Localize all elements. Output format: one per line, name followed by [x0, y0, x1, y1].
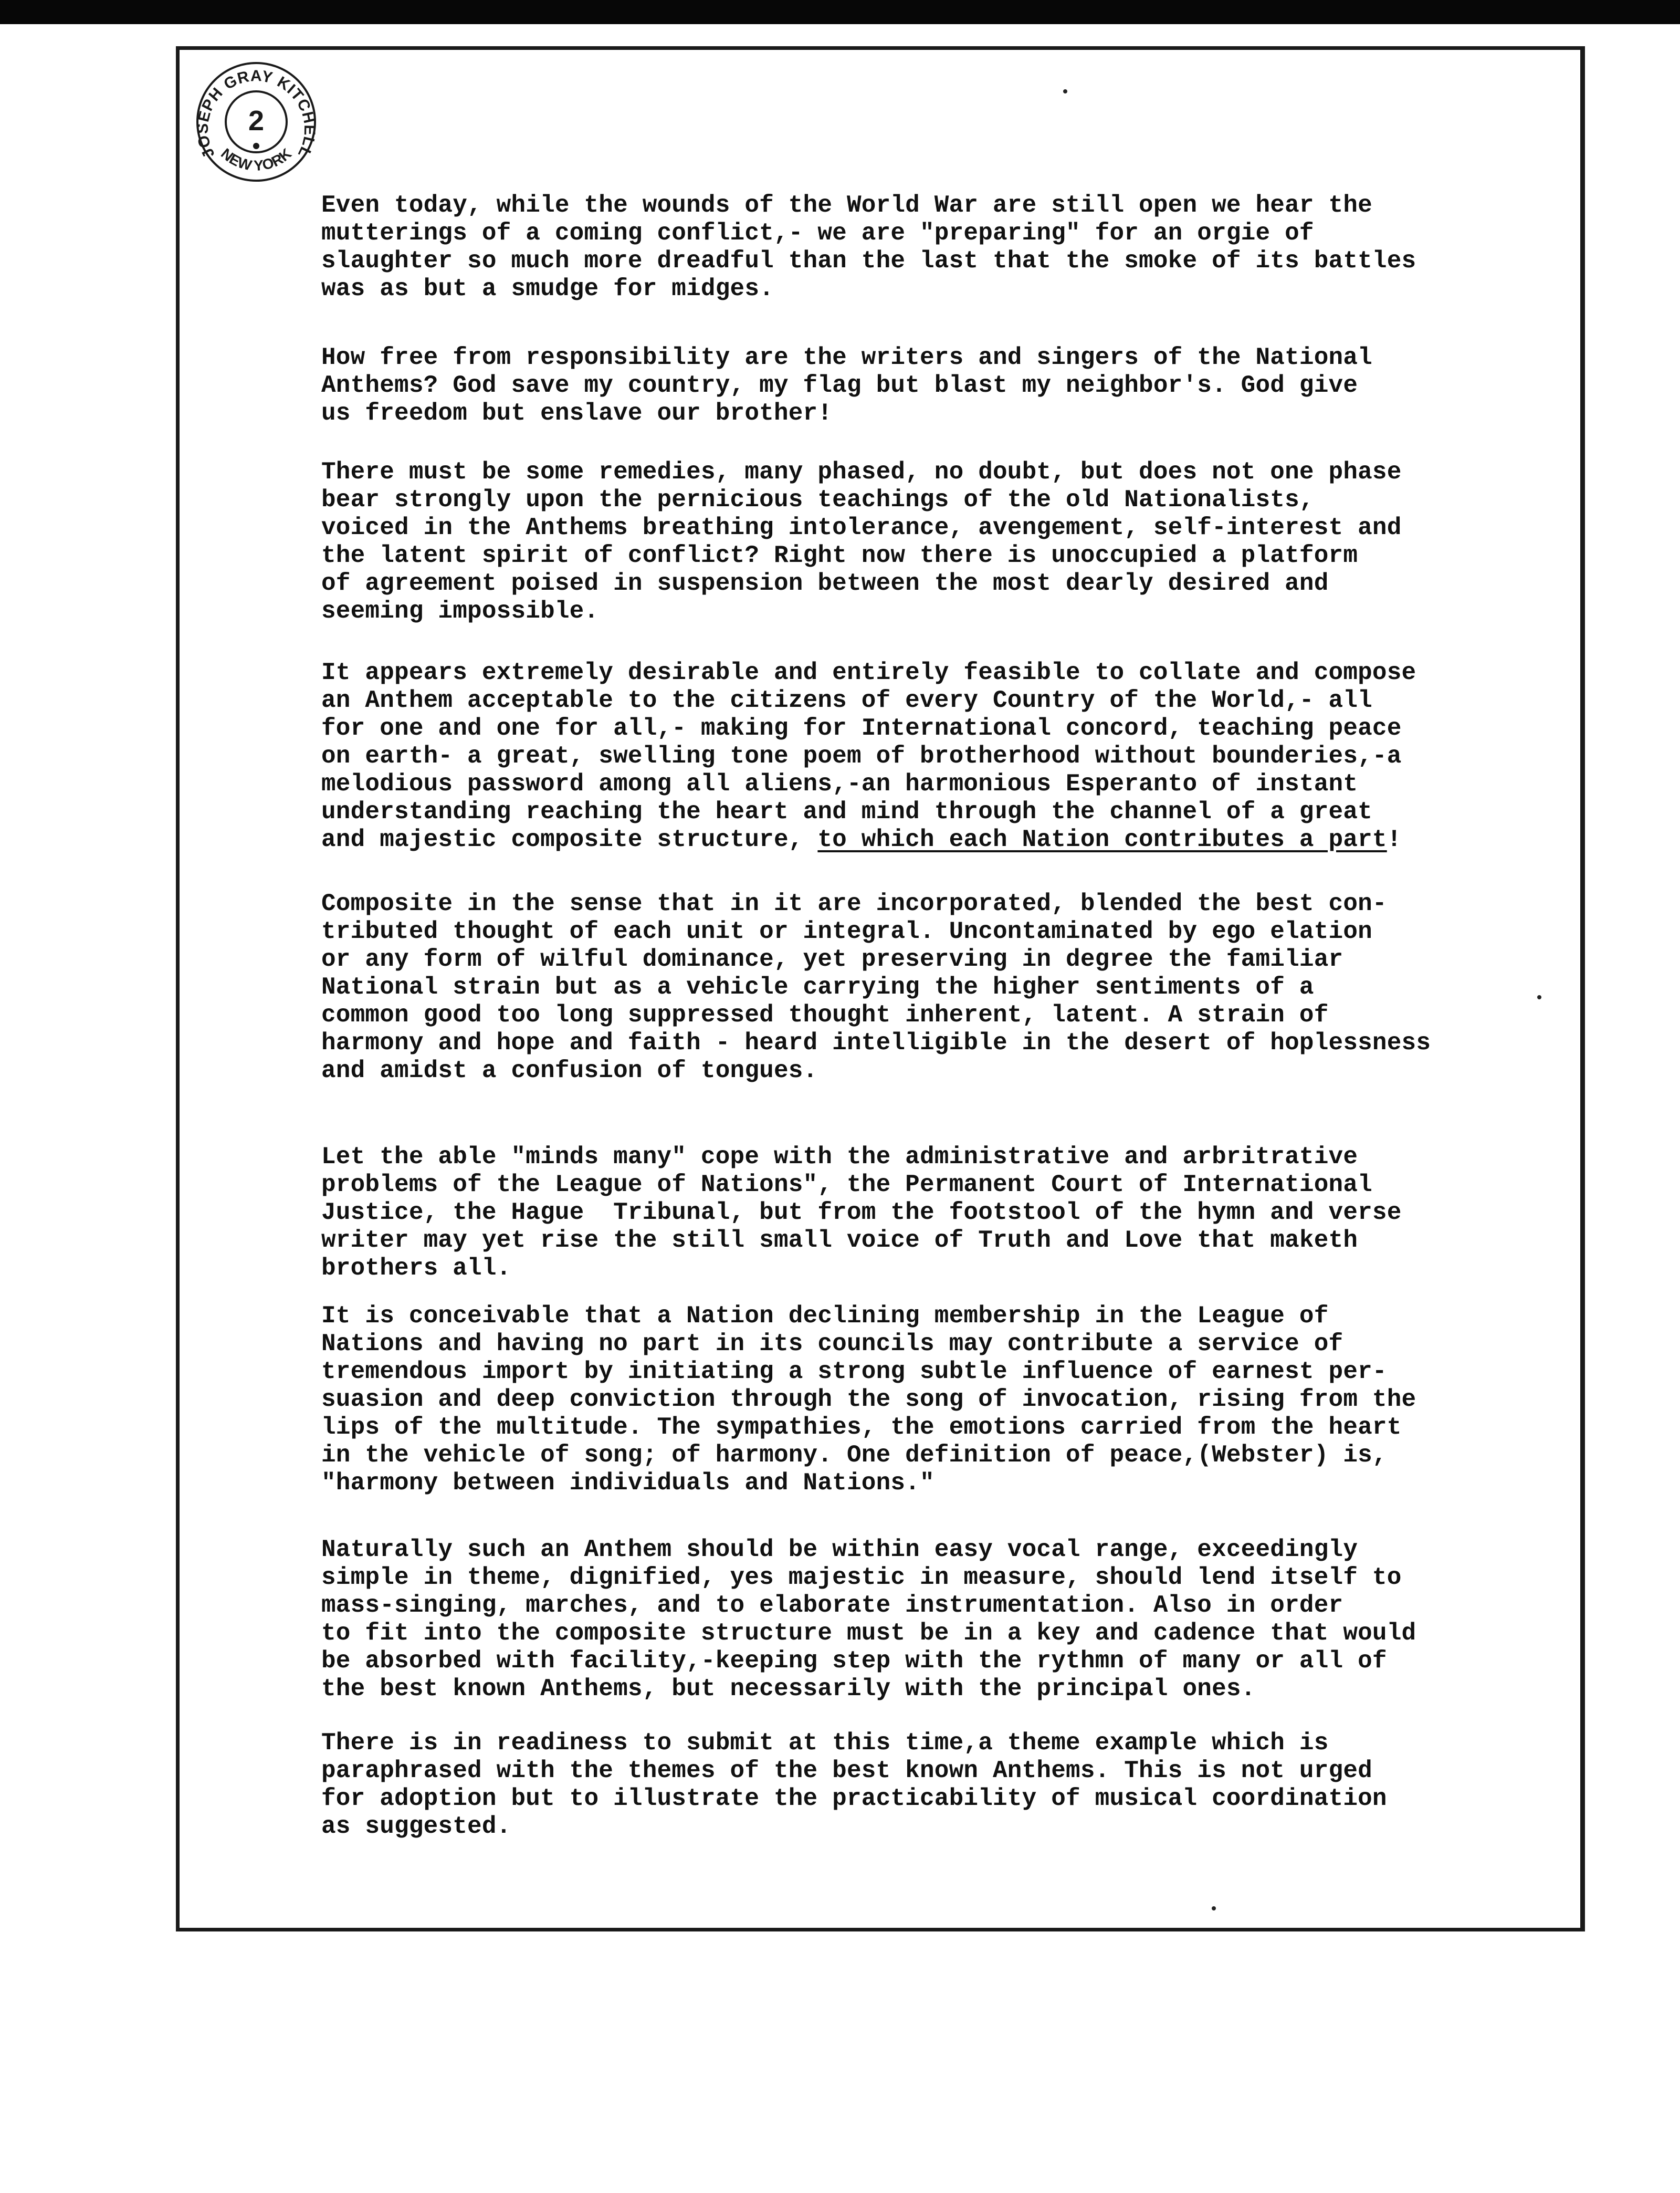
paragraph-4-text: It appears extremely desirable and entirely feasible to collate and compose an Anthem acceptable to the citizens of every Country of the World,- all for one and one for all,- making for International concord, teaching peace on earth- a great, swelling tone poem of brotherhood without bounderies,-a melodious password among all aliens,-an harmonious Esperanto of instant understanding reaching the heart and mind through the channel of a great and majestic composite structure,	[321, 659, 1416, 853]
scan-speck	[1537, 995, 1541, 999]
paragraph-4	[321, 659, 1416, 854]
paragraph-4-underlined-phrase: to which each Nation contributes a part	[817, 826, 1387, 853]
paragraph-8: Naturally such an Anthem should be within easy vocal range, exceedingly simple in theme, dignified, yes majestic in measure, should lend itself to mass-singing, marches, and to elaborate instrumentation. Also in order to fit into the composite structure must be in a key and cadence that would be absorbed with facility,-keeping step with the rythmn of many or all of the best known Anthems, but necessarily with the principal ones.	[321, 1536, 1416, 1703]
paragraph-3: There must be some remedies, many phased, no doubt, but does not one phase bear strongly upon the pernicious teachings of the old Nationalists, voiced in the Anthems breathing intolerance, avengement, self-interest and the latent spirit of conflict? Right now there is unoccupied a platform of agreement poised in suspension between the most dearly desired and seeming impossible.	[321, 458, 1402, 625]
stamp-ring-text: JOSEPH GRAY KITCHELL	[194, 67, 319, 161]
paragraph-6: Let the able "minds many" cope with the administrative and arbritrative problems of the League of Nations", the Permanent Court of International Justice, the Hague Tribunal, but from the footstool of the hymn and verse writer may yet rise the still small voice of Truth and Love that maketh brothers all.	[321, 1143, 1402, 1282]
paragraph-4-end: !	[1387, 826, 1402, 853]
paragraph-9: There is in readiness to submit at this time,a theme example which is paraphrased with the themes of the best known Anthems. This is not urged for adoption but to illustrate the practicability of musical coordination as suggested.	[321, 1729, 1387, 1840]
paragraph-2: How free from responsibility are the writers and singers of the National Anthems? God save my country, my flag but blast my neighbor's. God give us freedom but enslave our brother!	[321, 344, 1372, 427]
paragraph-5: Composite in the sense that in it are incorporated, blended the best con- tributed thought of each unit or integral. Uncontaminated by ego elation or any form of wilful dominance, yet preserving in degree the familiar National strain but as a vehicle carrying the higher sentiments of a common good too long suppressed thought inherent, latent. A strain of harmony and hope and faith - heard intelligible in the desert of hoplessness and amidst a confusion of tongues.	[321, 890, 1431, 1084]
page-number: 2	[248, 105, 265, 137]
scan-top-band	[0, 0, 1680, 24]
scan-speck	[1063, 89, 1067, 93]
scan-speck	[1212, 1906, 1216, 1910]
stamp-city-text: NEW YORK	[218, 145, 295, 174]
circular-name-stamp	[188, 58, 324, 194]
svg-text:NEW YORK	[218, 145, 295, 173]
paragraph-7: It is conceivable that a Nation declining membership in the League of Nations and having no part in its councils may contribute a service of tremendous import by initiating a strong subtle influence of earnest per- suasion and deep conviction through the song of invocation, rising from the lips of the multitude. The sympathies, the emotions carried from the heart in the vehicle of song; of harmony. One definition of peace,(Webster) is, "harmony between individuals and Nations."	[321, 1302, 1416, 1497]
paragraph-1: Even today, while the wounds of the World War are still open we hear the mutterings of a coming conflict,- we are "preparing" for an orgie of slaughter so much more dreadful than the last that the smoke of its battles was as but a smudge for midges.	[321, 192, 1416, 302]
